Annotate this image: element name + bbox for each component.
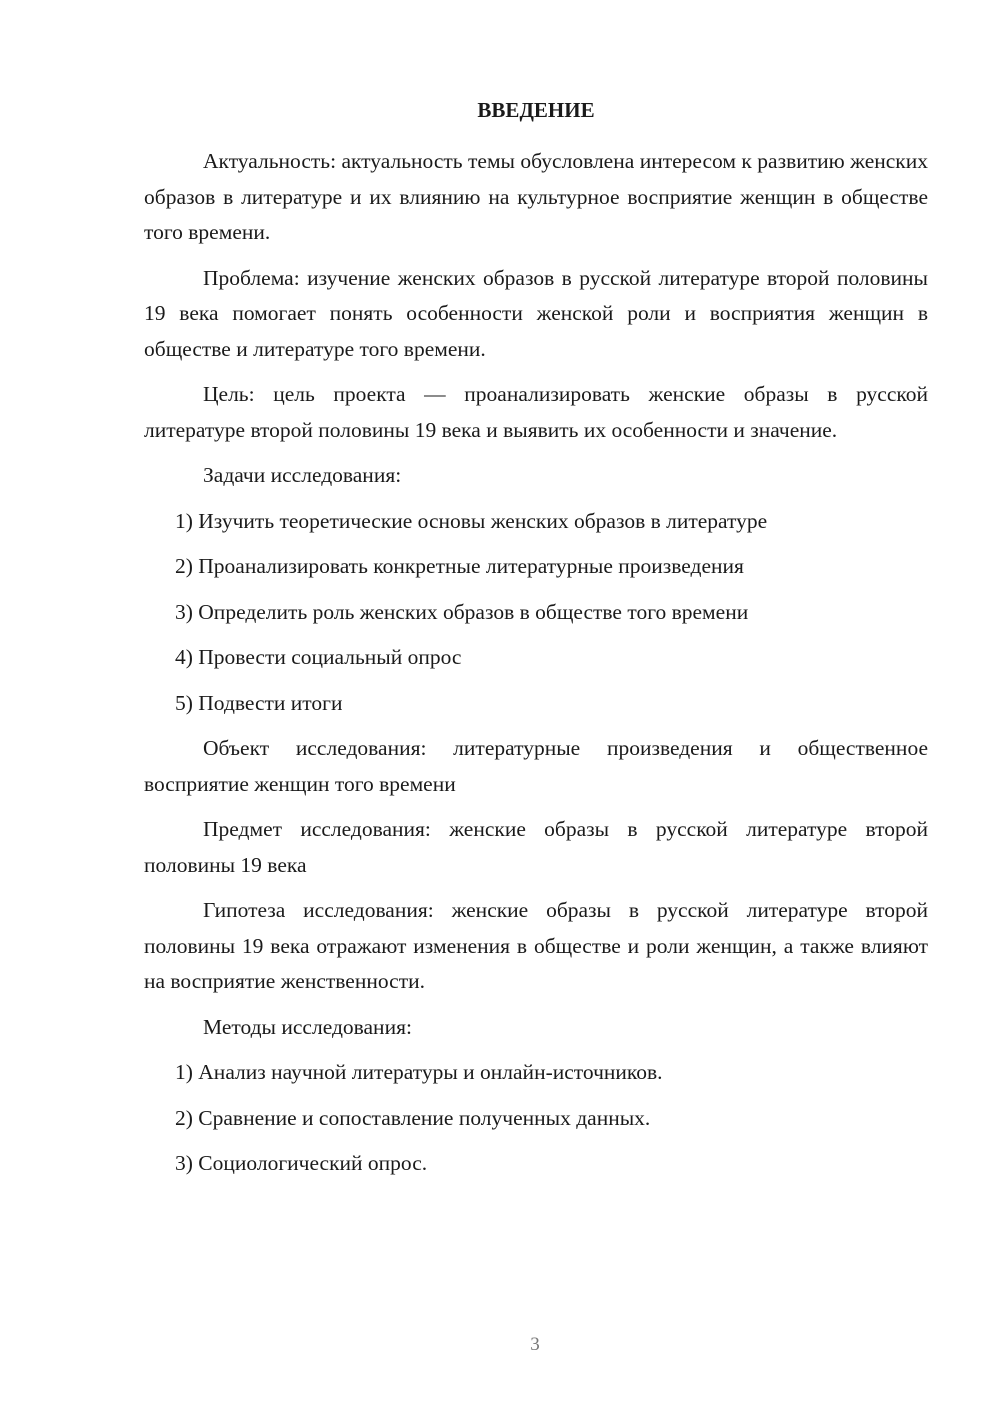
problem-paragraph: Проблема: изучение женских образов в русской литературе второй половины 19 века помогает понять особенности женской роли и восприятия женщин в обществе и литературе того времени. bbox=[144, 265, 928, 361]
subject-paragraph: Предмет исследования: женские образы в русской литературе второй половины 19 века bbox=[144, 817, 928, 877]
tasks-heading: Задачи исследования: bbox=[203, 463, 402, 487]
method-item-2: 2) Сравнение и сопоставление полученных данных. bbox=[175, 1105, 651, 1130]
task-item-5: 5) Подвести итоги bbox=[175, 690, 343, 715]
page-title: ВВЕДЕНИЕ bbox=[477, 98, 595, 122]
goal-paragraph: Цель: цель проекта — проанализировать женские образы в русской литературе второй половины 19 века и выявить их особенности и значение. bbox=[144, 382, 928, 442]
relevance-paragraph: Актуальность: актуальность темы обусловлена интересом к развитию женских образов в литературе и их влиянию на культурное восприятие женщин в обществе того времени. bbox=[144, 149, 928, 244]
methods-heading: Методы исследования: bbox=[203, 1014, 412, 1039]
hypothesis-paragraph: Гипотеза исследования: женские образы в русской литературе второй половины 19 века отражают изменения в обществе и роли женщин, а также влияют на восприятие женственности. bbox=[144, 898, 928, 993]
task-item-1: 1) Изучить теоретические основы женских образов в литературе bbox=[175, 508, 768, 533]
object-paragraph: Объект исследования: литературные произведения и общественное восприятие женщин того времени bbox=[144, 736, 928, 796]
task-item-4: 4) Провести социальный опрос bbox=[175, 645, 462, 669]
task-item-2: 2) Проанализировать конкретные литературные произведения bbox=[175, 554, 744, 578]
method-item-1: 1) Анализ научной литературы и онлайн-источников. bbox=[175, 1060, 663, 1084]
document-page bbox=[144, 96, 928, 1192]
page-number: 3 bbox=[530, 1334, 540, 1355]
task-item-3: 3) Определить роль женских образов в обществе того времени bbox=[175, 599, 749, 624]
method-item-3: 3) Социологический опрос. bbox=[175, 1151, 428, 1175]
